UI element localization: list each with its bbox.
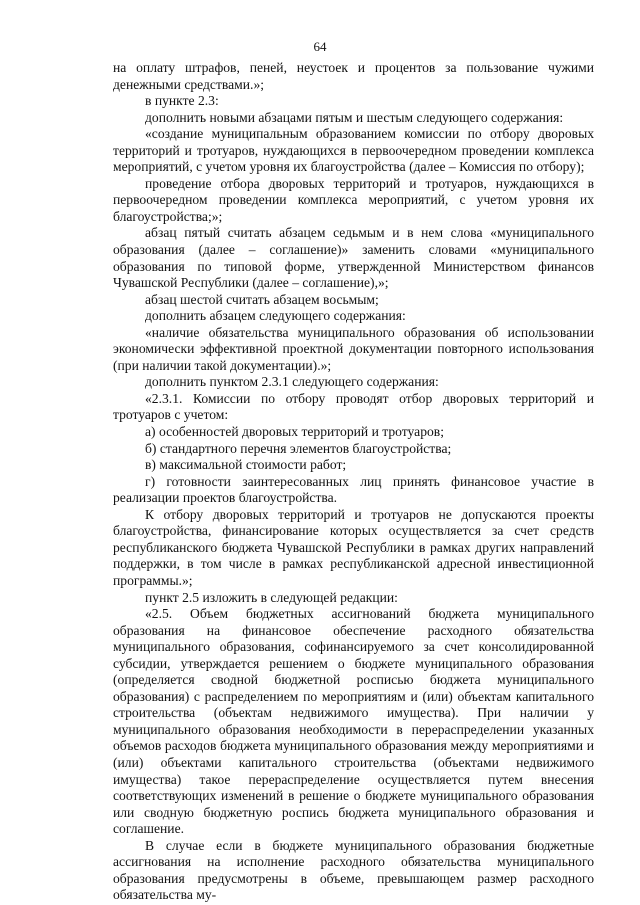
paragraph: пункт 2.5 изложить в следующей редакции: <box>145 589 398 605</box>
paragraph: абзац шестой считать абзацем восьмым; <box>145 291 379 307</box>
paragraph: дополнить новыми абзацами пятым и шестым следующего содержания: <box>145 109 564 125</box>
paragraph: абзац пятый считать абзацем седьмым и в нем слова «муниципального образования (далее – соглашение)» заменить словами «муниципального образования по типовой форме, утвержденной Министерством финансов Чувашской Республики (далее – соглашение),»; <box>113 225 594 291</box>
paragraph: «создание муниципальным образованием комиссии по отбору дворовых территорий и тротуаров, нуждающихся в первоочередном проведении комплекса мероприятий, с учетом уровня их благоустройства (далее – Комиссия по отбору); <box>113 126 594 175</box>
paragraph: «наличие обязательства муниципального образования об использовании экономически эффективной проектной документации повторного использования (при наличии такой документации).»; <box>113 324 594 373</box>
list-item: б) стандартного перечня элементов благоустройства; <box>145 440 452 456</box>
page-number: 64 <box>313 39 327 54</box>
paragraph: К отбору дворовых территорий и тротуаров не допускаются проекты благоустройства, финансирование которых осуществляется за счет средств республиканского бюджета Чувашской Республики в рамках других направлений поддержки, в том числе в рамках республиканской адресной инвестиционной программы.»; <box>113 506 594 588</box>
paragraph: «2.5. Объем бюджетных ассигнований бюджета муниципального образования на финансовое обеспечение расходного обязательства муниципального образования, софинансируемого за счет консолидированной субсидии, утверждается решением о бюджете муниципального образования (определяется сводной бюджетной росписью бюджета муниципального образования) с распределением по мероприятиям и (или) объектам капитального строительства (объектам недвижимого имущества). При наличии у муниципального образования необходимости в перераспределении указанных объемов расходов бюджета муниципального образования между мероприятиями и (или) объектами капитального строительства (объектами недвижимого имущества) такое перераспределение осуществляется путем внесения соответствующих изменений в решение о бюджете муниципального образования или сводную бюджетную роспись бюджета муниципального образования и соглашение. <box>113 606 594 837</box>
list-item: а) особенностей дворовых территорий и тротуаров; <box>145 424 444 440</box>
list-item: г) готовности заинтересованных лиц принять финансовое участие в реализации проектов благоустройства. <box>113 473 594 506</box>
paragraph: дополнить абзацем следующего содержания: <box>145 308 406 324</box>
paragraph: дополнить пунктом 2.3.1 следующего содержания: <box>145 374 439 390</box>
paragraph: проведение отбора дворовых территорий и тротуаров, нуждающихся в первоочередном проведении комплекса мероприятий, с учетом уровня их благоустройства;»; <box>113 175 594 224</box>
list-item: в) максимальной стоимости работ; <box>145 457 347 473</box>
paragraph: «2.3.1. Комиссии по отбору проводят отбор дворовых территорий и тротуаров с учетом: <box>113 390 594 423</box>
document-body <box>113 60 594 904</box>
paragraph: в пункте 2.3: <box>145 93 219 109</box>
paragraph: на оплату штрафов, пеней, неустоек и процентов за пользование чужими денежными средствами.»; <box>113 60 594 92</box>
paragraph: В случае если в бюджете муниципального образования бюджетные ассигнования на исполнение расходного обязательства муниципального образования предусмотрены в объеме, превышающем размер расходного обязательства му- <box>113 837 594 903</box>
